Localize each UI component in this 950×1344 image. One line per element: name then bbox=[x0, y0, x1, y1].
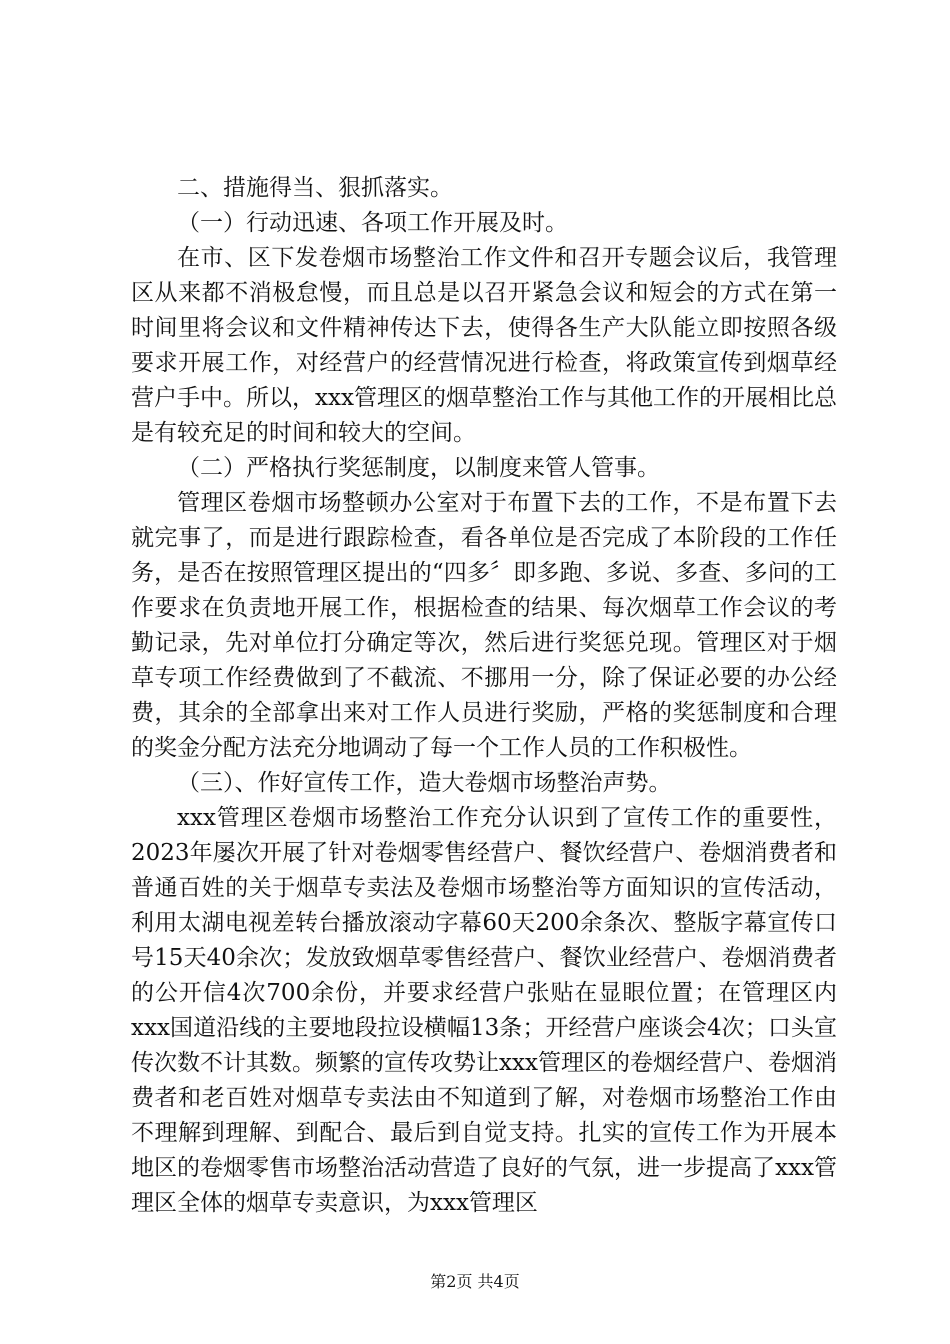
body-paragraph-1: 在市、区下发卷烟市场整治工作文件和召开专题会议后，我管理区从来都不消极怠慢，而且总是以召开紧急会议和短会的方式在第一时间里将会议和文件精神传达下去，使得各生产大队能立即按照各级要求开展工作，对经营户的经营情况进行检查，将政策宣传到烟草经营户手中。所以，xxx管理区的烟草整治工作与其他工作的开展相比总是有较充足的时间和较大的空间。 bbox=[131, 245, 837, 446]
section-heading: 二、措施得当、狠抓落实。 bbox=[177, 175, 453, 201]
body-paragraph-3: xxx管理区卷烟市场整治工作充分认识到了宣传工作的重要性，2023年屡次开展了针对卷烟零售经营户、餐饮经营户、卷烟消费者和普通百姓的关于烟草专卖法及卷烟市场整治等方面知识的宣传活动，利用太湖电视差转台播放滚动字幕60天200余条次、整版字幕宣传口号15天40余次；发放致烟草零售经营户、餐饮业经营户、卷烟消费者的公开信4次700余份，并要求经营户张贴在显眼位置；在管理区内xxx国道沿线的主要地段拉设横幅13条；开经营户座谈会4次；口头宣传次数不计其数。频繁的宣传攻势让xxx管理区的卷烟经营户、卷烟消费者和老百姓对烟草专卖法由不知道到了解，对卷烟市场整治工作由不理解到理解、到配合、最后到自觉支持。扎实的宣传工作为开展本地区的卷烟零售市场整治活动营造了良好的气氛，进一步提高了xxx管理区全体的烟草专卖意识，为xxx管理区 bbox=[131, 805, 837, 1216]
body-paragraph-2: 管理区卷烟市场整顿办公室对于布置下去的工作，不是布置下去就完事了，而是进行跟踪检查，看各单位是否完成了本阶段的工作任务，是否在按照管理区提出的“四多〞即多跑、多说、多查、多问的工作要求在负责地开展工作，根据检查的结果、每次烟草工作会议的考勤记录，先对单位打分确定等次，然后进行奖惩兑现。管理区对于烟草专项工作经费做到了不截流、不挪用一分，除了保证必要的办公经费，其余的全部拿出来对工作人员进行奖励，严格的奖惩制度和合理的奖金分配方法充分地调动了每一个工作人员的工作积极性。 bbox=[131, 490, 837, 761]
subsection-heading-2: （二）严格执行奖惩制度，以制度来管人管事。 bbox=[177, 455, 660, 481]
subsection-heading-1: （一）行动迅速、各项工作开展及时。 bbox=[177, 210, 568, 236]
document-body bbox=[131, 171, 837, 1221]
page-footer: 第2页 共4页 bbox=[430, 1272, 520, 1291]
subsection-heading-3: （三）、作好宣传工作，造大卷烟市场整治声势。 bbox=[177, 770, 672, 796]
